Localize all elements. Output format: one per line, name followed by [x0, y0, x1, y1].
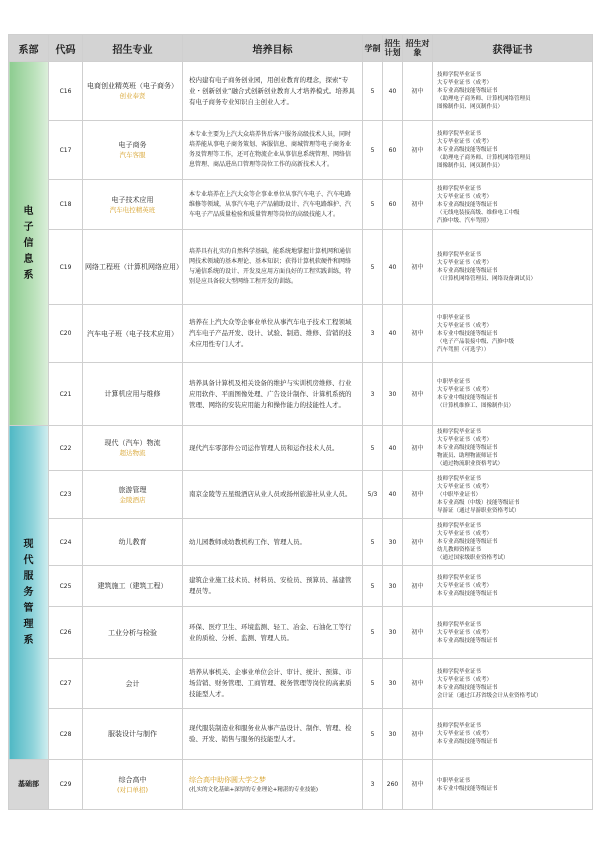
major-subtitle: 汽车电控精英班 — [109, 205, 156, 214]
cert-line: （通过物流职业资格考试） — [437, 461, 504, 467]
plan-cell: 40 — [383, 471, 403, 519]
major-name: 建筑施工（建筑工程） — [97, 582, 168, 590]
table-row — [9, 760, 593, 810]
code-cell: C17 — [49, 121, 83, 180]
dept-char: 服 — [23, 570, 34, 582]
cert-line: 本专业高级（中级）技能等级证书 — [437, 499, 520, 506]
cert-line: 本专业高级技能等级证书 — [437, 147, 498, 153]
major-cell — [83, 471, 183, 519]
code-cell: C27 — [49, 659, 83, 709]
major-name: 电商创业精英班（电子商务） — [87, 82, 178, 90]
major-name: 会计 — [125, 679, 140, 688]
plan-cell: 30 — [383, 363, 403, 426]
major-cell — [83, 180, 183, 230]
cert-line: 大专毕业证书（成考） — [437, 322, 493, 329]
cert-line: 会计证（通过江苏省级会计从业资格考试） — [437, 692, 542, 699]
dept-char: 务 — [23, 586, 34, 598]
years-cell: 5 — [363, 121, 383, 180]
code-cell: C18 — [49, 180, 83, 230]
years-cell: 5 — [363, 180, 383, 230]
cert-cell — [433, 519, 593, 566]
major-cell — [83, 566, 183, 607]
cert-line: 技师学院毕业证书 — [437, 723, 482, 729]
code-cell: C26 — [49, 607, 83, 659]
cert-line: 技师学院毕业证书 — [437, 131, 482, 137]
cert-line: 物流员、助理物流师证书 — [437, 453, 498, 459]
table-row — [9, 709, 593, 760]
dept-char: 系 — [23, 269, 34, 281]
cert-cell — [433, 230, 593, 305]
cert-line: 大专毕业证书（成考） — [437, 583, 493, 589]
cert-line: 图像制作员、网页制作员） — [437, 163, 504, 169]
major-cell — [83, 709, 183, 760]
cert-line: 大专毕业证书（成考） — [437, 676, 493, 683]
cert-line: 图像制作员、网页制作员） — [437, 104, 504, 110]
cert-line: 技师学院毕业证书 — [437, 185, 482, 192]
code-cell: C16 — [49, 62, 83, 121]
code-cell: C29 — [49, 760, 83, 810]
goal-cell: 南京金陵等五星级酒店从业人员或扬州旅游社从业人员。 — [183, 471, 363, 519]
admissions-table-container — [8, 34, 592, 830]
cert-line: 本专业高级技能等级证书 — [437, 539, 498, 545]
goal-cell: 培养具备计算机及相关设备的维护与实训机房维修、行业应用软件、平面图像处理、广告设计制作、计算机系统的管理、网络的安装应用能力和操作能力的技能性人才。 — [183, 363, 363, 426]
cert-line: 幼儿教师资格证书 — [437, 547, 482, 553]
plan-cell: 40 — [383, 62, 403, 121]
cert-line: 技师学院毕业证书 — [437, 252, 482, 258]
dept-char: 现 — [23, 538, 34, 550]
cert-line: 技师学院毕业证书 — [437, 429, 482, 435]
cert-line: 本专业高级技能等级证书 — [437, 268, 498, 274]
major-name: 综合高中 — [118, 775, 147, 784]
cert-line: （助理电子商务师、计算机网络管理员 — [437, 96, 531, 102]
major-name: 计算机应用与维修 — [104, 390, 161, 398]
header-goal: 培养目标 — [183, 35, 363, 62]
cert-line: 技师学院毕业证书 — [437, 575, 482, 581]
dept-char: 代 — [23, 554, 34, 566]
cert-line: 本专业高级技能等级证书 — [437, 684, 498, 691]
target-cell: 初中 — [403, 709, 433, 760]
major-name: 旅游管理 — [118, 485, 147, 494]
major-cell — [83, 121, 183, 180]
years-cell: 3 — [363, 760, 383, 810]
goal-cell: 本专业主要为上汽大众培养售后客户服务高级技术人员，同时培养能从事电子商务策划、客服信息、商城管理等电子商务业务及管理等工作，还可在物流企业从事信息系统管理、网络信息管理、商品进出口管理等岗位工作的高新技术人才。 — [183, 121, 363, 180]
table-row — [9, 305, 593, 363]
dept-modern-service — [9, 426, 49, 760]
cert-line: 本专业高级技能等级证书 — [437, 739, 498, 745]
cert-line: （计算机维修工、图像制作员） — [437, 403, 515, 409]
table-row — [9, 230, 593, 305]
years-cell: 3 — [363, 305, 383, 363]
header-code: 代码 — [49, 35, 83, 62]
code-cell: C22 — [49, 426, 83, 471]
cert-cell — [433, 607, 593, 659]
cert-line: 技师学院毕业证书 — [437, 475, 482, 482]
cert-line: 大专毕业证书（成考） — [437, 193, 493, 200]
goal-title: 综合高中助你圆大学之梦 — [189, 776, 266, 784]
major-name: 服装设计与制作 — [108, 730, 157, 738]
code-cell: C23 — [49, 471, 83, 519]
years-cell: 5 — [363, 659, 383, 709]
cert-line: 技师学院毕业证书 — [437, 668, 482, 675]
cert-line: 技师学院毕业证书 — [437, 523, 482, 529]
target-cell: 初中 — [403, 426, 433, 471]
table-row — [9, 471, 593, 519]
code-cell: C28 — [49, 709, 83, 760]
table-row — [9, 426, 593, 471]
dept-char: 信 — [23, 237, 34, 249]
plan-cell: 30 — [383, 607, 403, 659]
cert-line: 本专业高级技能等级证书 — [437, 201, 498, 208]
cert-line: 本专业中级技能等级证书 — [437, 395, 498, 401]
cert-line: 中职毕业证书 — [437, 379, 471, 385]
major-name: 汽车电子班（电子技术应用） — [87, 329, 178, 338]
cert-line: 大专毕业证书（成考） — [437, 80, 493, 86]
goal-cell: 校内建有电子商务创业园，用创业教育的理念，探索“专业・创新创业”融合式创新创业教育人才培养模式。培养具有电子商务专业知识自主创业人才。 — [183, 62, 363, 121]
cert-line: 大专毕业证书（成考） — [437, 629, 493, 636]
dept-char: 电 — [23, 205, 34, 217]
plan-cell: 40 — [383, 230, 403, 305]
plan-cell: 260 — [383, 760, 403, 810]
goal-cell: 现代服装制造业和服务业从事产品设计、制作、管理、检验、开发、销售与服务的技能型人才。 — [183, 709, 363, 760]
goal-cell: 培养具有扎实的自然科学基础，能系统地掌握计算机网和通信网技术领域的基本理论、基本知识；获得计算机软硬件和网络与通信系统的设计、开发及应用方面良好的工程实践训练，特别是应具备较大型网络工程开发的训练。 — [183, 230, 363, 305]
years-cell: 5 — [363, 230, 383, 305]
target-cell: 初中 — [403, 230, 433, 305]
major-cell — [83, 426, 183, 471]
cert-line: 导游证（通过导游职业资格考试） — [437, 507, 520, 514]
table-header-row — [9, 35, 593, 62]
target-cell: 初中 — [403, 607, 433, 659]
code-cell: C20 — [49, 305, 83, 363]
cert-line: 大专毕业证书（成考） — [437, 260, 493, 266]
years-cell: 5 — [363, 426, 383, 471]
years-cell: 3 — [363, 363, 383, 426]
cert-line: 大专毕业证书（成考） — [437, 531, 493, 537]
target-cell: 初中 — [403, 760, 433, 810]
major-name: 工业分析与检验 — [108, 628, 157, 637]
years-cell: 5 — [363, 607, 383, 659]
goal-cell: 培养从事机关、企事业单位会计、审计、统计、预算、市场营销、财务管理、工商管理、税务管理等岗位的高素质技能型人才。 — [183, 659, 363, 709]
years-cell: 5/3 — [363, 471, 383, 519]
table-row — [9, 121, 593, 180]
major-subtitle: 金陵酒店 — [119, 495, 146, 504]
years-cell: 5 — [363, 519, 383, 566]
years-cell: 5 — [363, 566, 383, 607]
cert-line: 中职毕业证书 — [437, 777, 471, 784]
major-subtitle: (对口单招) — [116, 785, 149, 794]
dept-char: 管 — [23, 602, 34, 614]
goal-cell — [183, 760, 363, 810]
target-cell: 初中 — [403, 121, 433, 180]
goal-subtitle: (扎实的文化基础+深厚的专业理论+精湛的专业技能) — [189, 787, 319, 793]
dept-char: 息 — [23, 253, 34, 265]
header-dept: 系部 — [9, 35, 49, 62]
table-row — [9, 566, 593, 607]
cert-cell — [433, 566, 593, 607]
cert-cell — [433, 180, 593, 230]
cert-line: 本专业高级技能等级证书 — [437, 591, 498, 597]
cert-line: 大专毕业证书（成考） — [437, 139, 493, 145]
cert-line: 大专毕业证书（成考） — [437, 483, 493, 490]
cert-line: 大专毕业证书（成考） — [437, 437, 493, 443]
table-row — [9, 607, 593, 659]
cert-line: （无线电装接高级、维修电工中级 — [437, 209, 520, 216]
plan-cell: 30 — [383, 519, 403, 566]
cert-line: （助理电子商务师、计算机网络管理员 — [437, 155, 531, 161]
table-row — [9, 180, 593, 230]
target-cell: 初中 — [403, 180, 433, 230]
cert-line: （电子产品装接中级、汽修中级 — [437, 338, 515, 345]
cert-line: 本专业中级技能等级证书 — [437, 785, 498, 792]
table-row — [9, 363, 593, 426]
target-cell: 初中 — [403, 305, 433, 363]
cert-cell — [433, 709, 593, 760]
goal-cell: 环保、医疗卫生、环境监测、轻工、冶金、石油化工等行业的质检、分析、监测、管理人员。 — [183, 607, 363, 659]
dept-char: 理 — [23, 618, 34, 630]
cert-line: （计算机网络管理员、网络设备调试员） — [437, 276, 537, 282]
target-cell: 初中 — [403, 471, 433, 519]
major-subtitle: 汽车客服 — [119, 151, 146, 159]
major-name: 现代（汽车）物流 — [104, 439, 161, 447]
header-cert: 获得证书 — [433, 35, 593, 62]
admissions-table — [8, 34, 593, 810]
cert-cell — [433, 62, 593, 121]
cert-cell — [433, 363, 593, 426]
cert-line: 技师学院毕业证书 — [437, 72, 482, 78]
plan-cell: 30 — [383, 659, 403, 709]
header-target: 招生对象 — [403, 35, 433, 62]
cert-line: 本专业高级技能等级证书 — [437, 637, 498, 644]
major-name: 幼儿教育 — [118, 538, 147, 546]
major-subtitle: 创业奉贤 — [119, 92, 146, 100]
target-cell: 初中 — [403, 566, 433, 607]
header-plan: 招生计划 — [383, 35, 403, 62]
major-name: 网络工程班（计算机网络应用） — [85, 263, 183, 271]
dept-char: 子 — [23, 221, 34, 233]
plan-cell: 30 — [383, 709, 403, 760]
major-subtitle: 超达物流 — [119, 449, 146, 457]
cert-line: 汽车驾照（可选学）） — [437, 346, 490, 353]
table-row — [9, 519, 593, 566]
major-name: 电子技术应用 — [111, 195, 154, 204]
major-cell — [83, 760, 183, 810]
plan-cell: 40 — [383, 426, 403, 471]
header-major: 招生专业 — [83, 35, 183, 62]
plan-cell: 30 — [383, 566, 403, 607]
cert-line: 中职毕业证书 — [437, 314, 471, 321]
plan-cell: 60 — [383, 121, 403, 180]
goal-cell: 幼儿园教师或幼教机构工作、管理人员。 — [183, 519, 363, 566]
goal-cell: 本专业培养在上汽大众等企事业单位从事汽车电子、汽车电路维修等领域，从事汽车电子产品辅助设计、汽车电路维护、汽车电子产品质量检验和质量管理等岗位的高级技能人才。 — [183, 180, 363, 230]
major-name: 电子商务 — [118, 141, 147, 149]
years-cell: 5 — [363, 62, 383, 121]
code-cell: C21 — [49, 363, 83, 426]
target-cell: 初中 — [403, 519, 433, 566]
plan-cell: 40 — [383, 305, 403, 363]
major-cell — [83, 363, 183, 426]
goal-cell: 现代汽车零部件公司运作管理人员和运作技术人员。 — [183, 426, 363, 471]
plan-cell: 60 — [383, 180, 403, 230]
cert-line: 本专业中级技能等级证书 — [437, 330, 498, 337]
cert-line: 大专毕业证书（成考） — [437, 387, 493, 393]
cert-cell — [433, 305, 593, 363]
cert-line: 汽修中级、汽车驾照） — [437, 217, 493, 224]
cert-line: 技师学院毕业证书 — [437, 621, 482, 628]
table-row — [9, 659, 593, 709]
target-cell: 初中 — [403, 62, 433, 121]
major-cell — [83, 659, 183, 709]
header-years: 学制 — [363, 35, 383, 62]
cert-cell — [433, 471, 593, 519]
cert-cell — [433, 659, 593, 709]
code-cell: C25 — [49, 566, 83, 607]
cert-cell — [433, 426, 593, 471]
cert-line: （中职毕业证书） — [437, 491, 482, 498]
cert-line: 本专业高级技能等级证书 — [437, 88, 498, 94]
dept-foundation: 基础部 — [9, 760, 49, 810]
major-cell — [83, 305, 183, 363]
major-cell — [83, 519, 183, 566]
major-cell — [83, 230, 183, 305]
cert-cell — [433, 121, 593, 180]
goal-cell: 培养在上汽大众等企事业单位从事汽车电子技术工程领域汽车电子产品开发、设计、试验、制造、维修、营销的技术应用性专门人才。 — [183, 305, 363, 363]
dept-char: 系 — [23, 634, 34, 646]
target-cell: 初中 — [403, 363, 433, 426]
cert-cell — [433, 760, 593, 810]
target-cell: 初中 — [403, 659, 433, 709]
table-row — [9, 62, 593, 121]
major-cell — [83, 62, 183, 121]
major-cell — [83, 607, 183, 659]
dept-electronics — [9, 62, 49, 426]
cert-line: （通过国家级职业资格考试） — [437, 555, 509, 561]
years-cell: 5 — [363, 709, 383, 760]
code-cell: C19 — [49, 230, 83, 305]
code-cell: C24 — [49, 519, 83, 566]
cert-line: 本专业高级技能等级证书 — [437, 445, 498, 451]
cert-line: 大专毕业证书（成考） — [437, 731, 493, 737]
goal-cell: 建筑企业施工技术员、材料员、安检员、预算员、基建管理员等。 — [183, 566, 363, 607]
